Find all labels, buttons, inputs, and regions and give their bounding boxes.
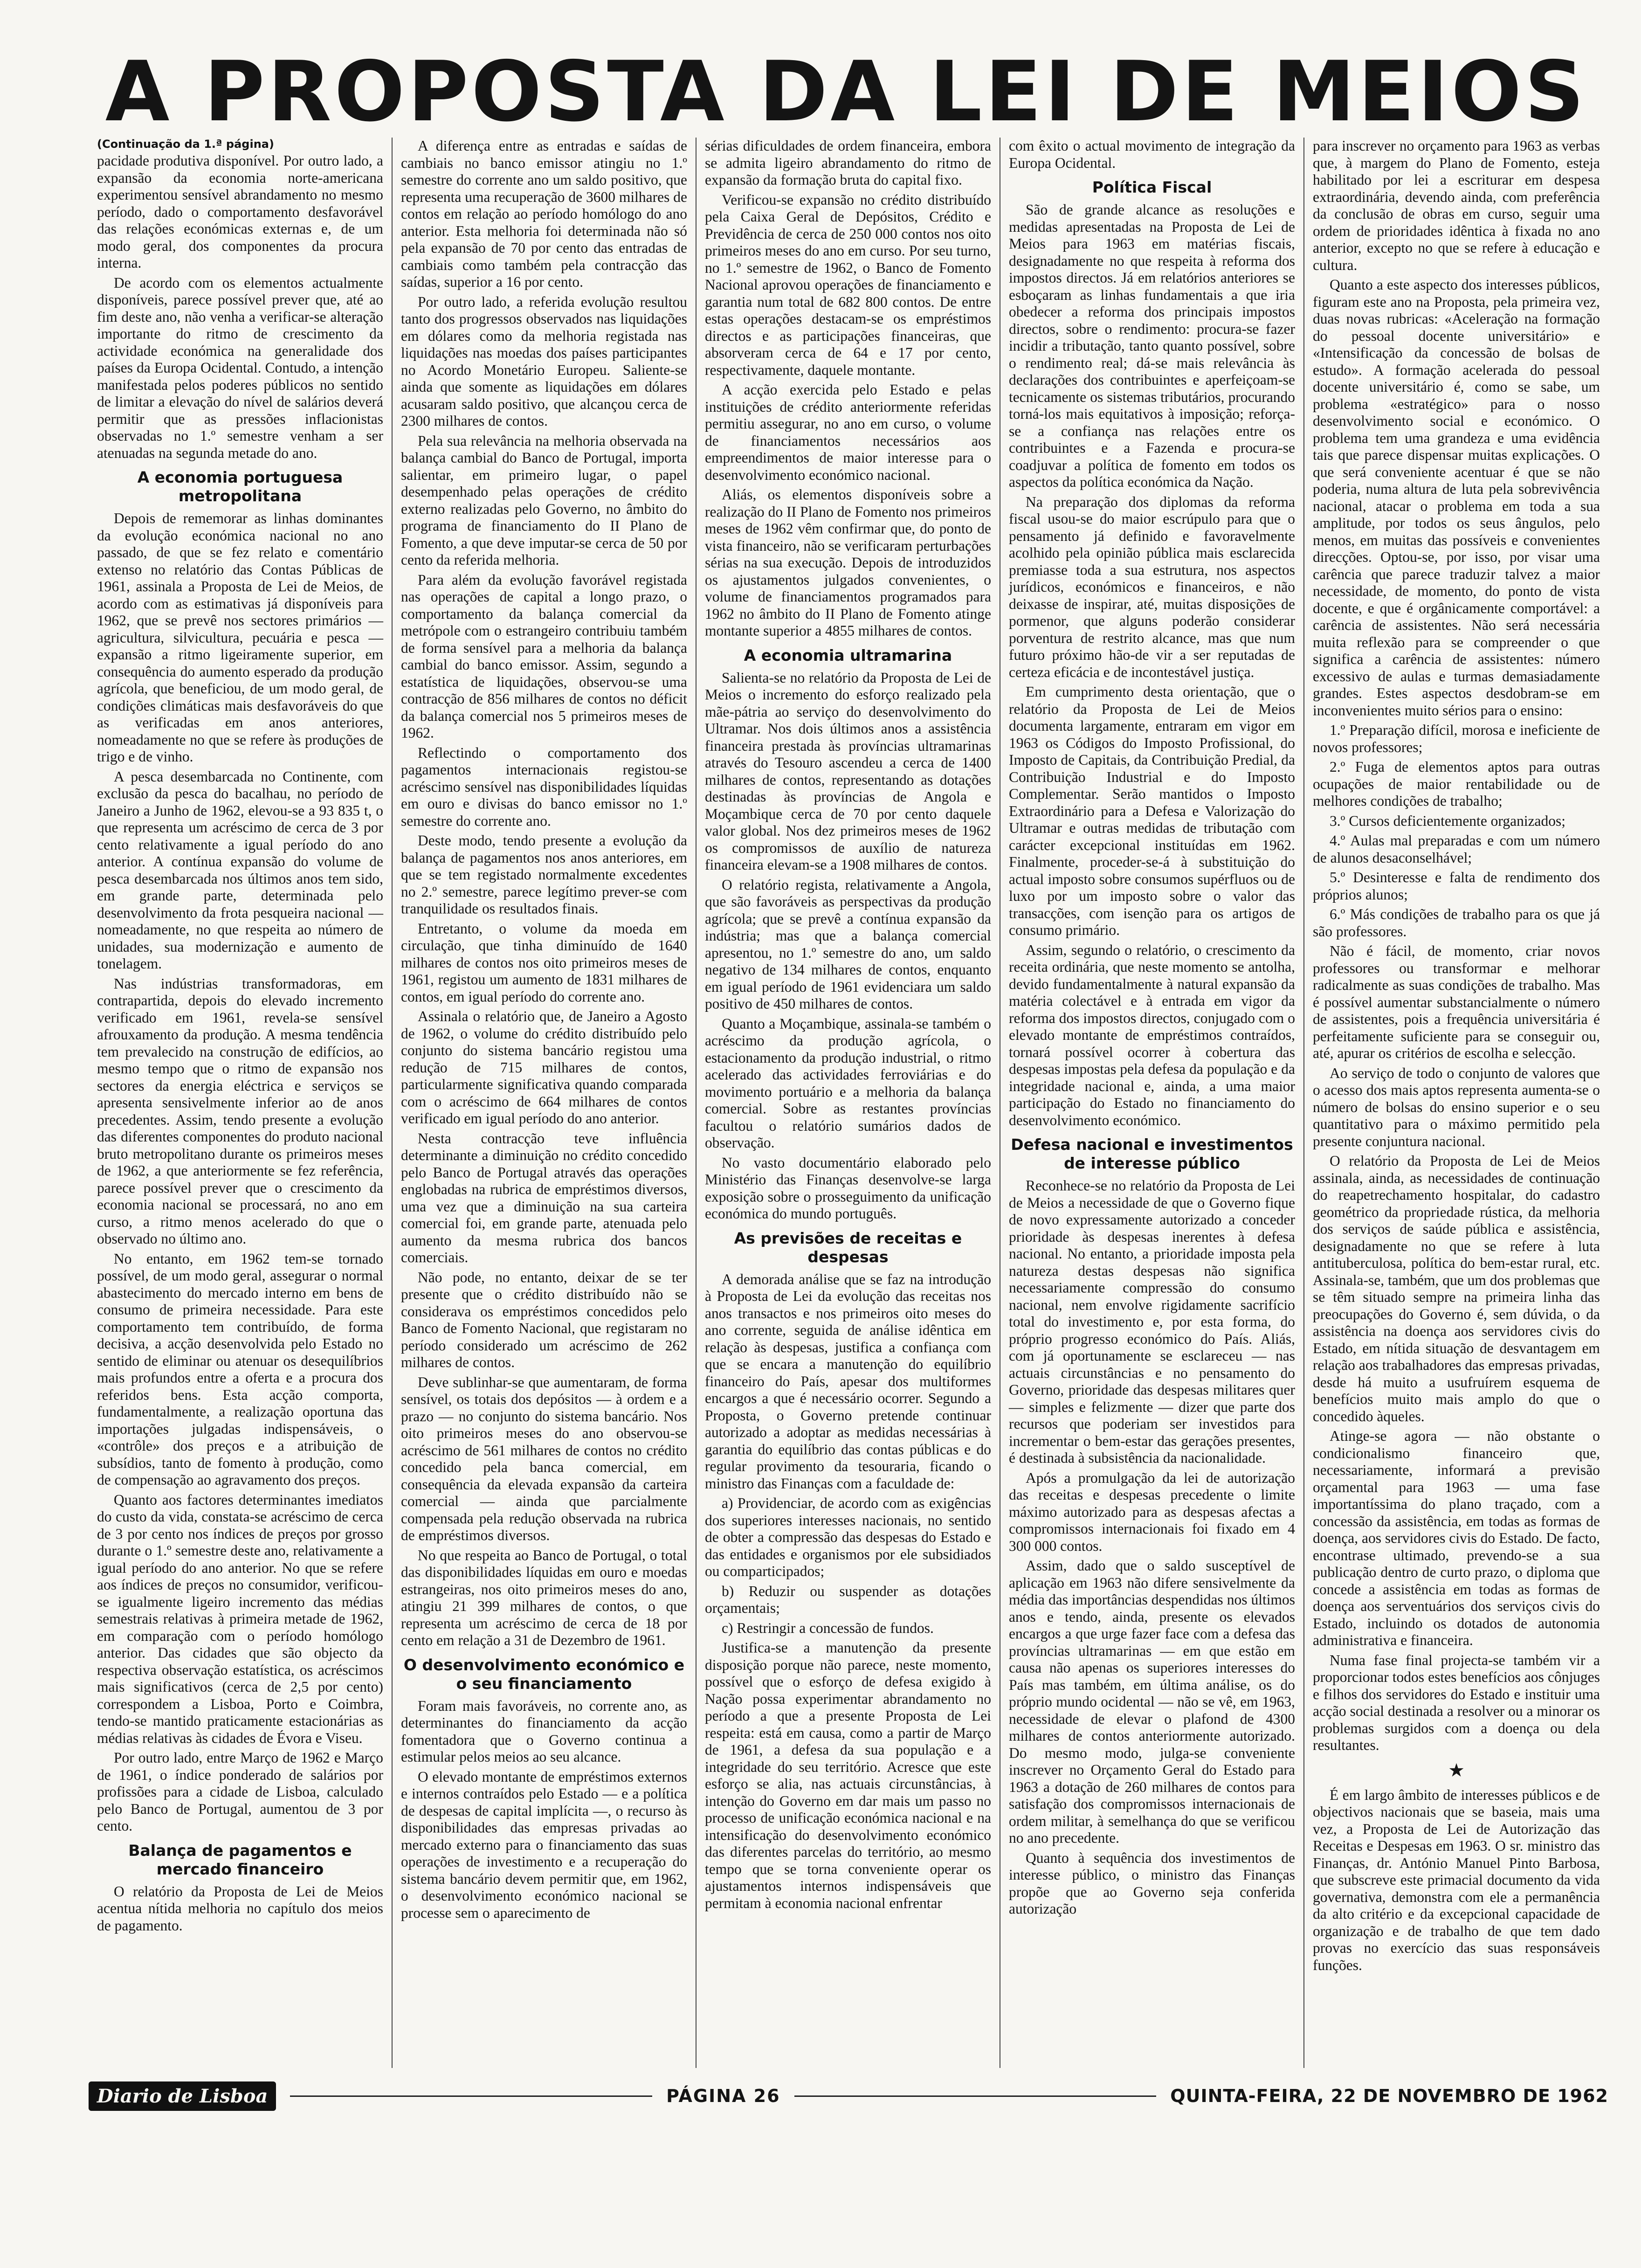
article-paragraph: b) Reduzir ou suspender as dotações orçamentais; bbox=[705, 1583, 991, 1616]
article-paragraph: Reflectindo o comportamento dos pagamentos internacionais registou-se acréscimo sensível nas disponibilidades líquidas em ouro e divisas do banco emissor no 1.º semestre do corrente ano. bbox=[401, 744, 687, 829]
article-paragraph: Nas indústrias transformadoras, em contrapartida, depois do elevado incremento verificado em 1961, revela-se sensível afrouxamento da produção. A mesma tendência tem prevalecido na construção de edifícios, ao mesmo tempo que o ritmo de expansão nos sectores da energia eléctrica e serviços se apresenta sensivelmente inferior ao de anos precedentes. Assim, tendo presente a evolução das diferentes componentes do produto nacional bruto metropolitano durante os primeiros meses de 1962, a que anteriormente se fez referência, parece possível prever que o crescimento da economia nacional se processará, no ano em curso, a ritmo menos acelerado do que o observado no último ano. bbox=[97, 975, 383, 1247]
article-paragraph: Assim, segundo o relatório, o crescimento da receita ordinária, que neste momento se antolha, devido fundamentalmente à natural expansão da matéria colectável e à entrada em vigor da reforma dos impostos directos, conjugado com o elevado montante de empréstimos contraídos, tornará possível ocorrer à cobertura das despesas impostas pela defesa da população e da integridade nacional e, ainda, a uma maior participação do Estado no financiamento do desenvolvimento económico. bbox=[1009, 941, 1295, 1128]
section-heading: Política Fiscal bbox=[1092, 178, 1212, 196]
article-paragraph: Salienta-se no relatório da Proposta de Lei de Meios o incremento do esforço realizado pela mãe-pátria ao serviço do desenvolvimento do Ultramar. Nos dois últimos anos a assistência financeira prestada às províncias ultramarinas através do Tesouro ascendeu a cerca de 1400 milhares de contos, representando as dotações destinadas às províncias de Angola e Moçambique cerca de 70 por cento daquele valor global. Nos dez primeiros meses de 1962 os compromissos de auxílio de natureza financeira elevam-se a 1908 milhares de contos. bbox=[705, 669, 991, 873]
article-paragraph: Quanto a Moçambique, assinala-se também o acréscimo da produção agrícola, o estacionamento da produção industrial, o ritmo acelerado das actividades ferroviárias e do movimento portuário e a melhoria da balança comercial. Sobre as restantes províncias facultou o relatório sumários dados de observação. bbox=[705, 1015, 991, 1151]
article-paragraph: Não é fácil, de momento, criar novos professores ou transformar e melhorar radicalmente as suas condições de trabalho. Mas é possível aumentar substancialmente o número de assistentes, pois a frequência universitária é perfeitamente suficiente para se conseguir ou, até, apurar os critérios de escolha e selecção. bbox=[1313, 943, 1600, 1061]
article-paragraph: A pesca desembarcada no Continente, com exclusão da pesca do bacalhau, no período de Janeiro a Junho de 1962, elevou-se a 93 835 t, o que representa um acréscimo de cerca de 3 por cento relativamente a igual período do ano anterior. A contínua expansão do volume de pesca desembarcada nos últimos anos tem sido, em grande parte, determinada pelo desenvolvimento da frota pesqueira nacional — nomeadamente, no que respeita ao número de unidades, sua modernização e aumento de tonelagem. bbox=[97, 768, 383, 972]
article-paragraph: Depois de rememorar as linhas dominantes da evolução económica nacional no ano passado, de que se fez relato e comentário extenso no relatório das Contas Públicas de 1961, assinala a Proposta de Lei de Meios, de acordo com as estimativas já disponíveis para 1962, que se prevê nos sectores primários — agricultura, silvicultura, pecuária e pesca — expansão a ritmo ligeiramente superior, em consequência do aumento esperado da produção agrícola, que beneficiou, de um modo geral, de condições climáticas mais desfavoráveis do que as verificadas em anos anteriores, nomeadamente no que se refere às produções de trigo e de vinho. bbox=[97, 510, 383, 765]
article-paragraph: Foram mais favoráveis, no corrente ano, as determinantes do financiamento da acção fomentadora que o Governo continua a estimular pelos meios ao seu alcance. bbox=[401, 1697, 687, 1765]
article-paragraph: No entanto, em 1962 tem-se tornado possível, de um modo geral, assegurar o normal abastecimento do mercado interno em bens de consumo de primeira necessidade. Para este comportamento tem contribuído, de forma decisiva, a acção desenvolvida pelo Estado no sentido de eliminar ou atenuar os desequilíbrios mais profundos entre a oferta e a procura dos referidos bens. Esta acção comporta, fundamentalmente, a realização oportuna das importações julgadas indispensáveis, o «contrôle» dos preços e a atribuição de subsídios, tanto de fomento à produção, como de compensação ao agravamento dos preços. bbox=[97, 1250, 383, 1488]
article-paragraph: Ao serviço de todo o conjunto de valores que o acesso dos mais aptos representa aumenta-se o número de bolsas do ensino superior e o seu quantitativo para o máximo permitido pela presente conjuntura nacional. bbox=[1313, 1065, 1600, 1149]
article-paragraph: Por outro lado, a referida evolução resultou tanto dos progressos observados nas liquidações em dólares como da melhoria registada nas liquidações nas moedas dos países participantes no Acordo Monetário Europeu. Saliente-se ainda que somente as liquidações em dólares acusaram saldo positivo, que alcançou cerca de 2300 milhares de contos. bbox=[401, 293, 687, 429]
article-paragraph: Em cumprimento desta orientação, que o relatório da Proposta de Lei de Meios documenta largamente, entraram em vigor em 1963 os Códigos do Imposto Profissional, do Imposto de Capitais, da Contribuição Predial, da Contribuição Industrial e do Imposto Complementar. Serão mantidos o Imposto Extraordinário para a Defesa e Valorização do Ultramar e outras medidas de tributação com carácter excepcional instituídas em 1962. Finalmente, proceder-se-á à substituição do actual imposto sobre consumos supérfluos ou de luxo por um imposto sobre o valor das transacções, com isenção para os artigos de consumo primário. bbox=[1009, 684, 1295, 938]
article-paragraph: Deste modo, tendo presente a evolução da balança de pagamentos nos anos anteriores, em que se tem registado normalmente excedentes no 2.º semestre, parece legítimo prever-se com tranquilidade os resultados finais. bbox=[401, 832, 687, 917]
article-paragraph: Na preparação dos diplomas da reforma fiscal usou-se do maior escrúpulo para que o pensamento já definido e favoravelmente acolhido pela opinião pública mais esclarecida premiasse toda a sua estrutura, nos aspectos jurídicos, económicos e financeiros, e não deixasse de inspirar, até, muitas disposições de pormenor, que alguns poderão considerar porventura de restrito alcance, mas que num futuro próximo hão-de vir a ser reputadas de certeza eficácia e de incontestável justiça. bbox=[1009, 493, 1295, 680]
article-paragraph: Pela sua relevância na melhoria observada na balança cambial do Banco de Portugal, importa salientar, em primeiro lugar, o papel desempenhado pelas operações de crédito externo realizadas pelo Governo, no âmbito do programa de financiamento do II Plano de Fomento, a que deve imputar-se cerca de 50 por cento da referida melhoria. bbox=[401, 432, 687, 568]
article-paragraph: Reconhece-se no relatório da Proposta de Lei de Meios a necessidade de que o Governo fique de novo expressamente autorizado a conceder prioridade às despesas inerentes à defesa nacional. No entanto, a prioridade imposta pela natureza destas despesas não significa necessariamente compressão do consumo nacional, nem envolve rigidamente sacrifício total do investimento e, por esta forma, do próprio progresso económico do País. Aliás, com já oportunamente se esclareceu — nas actuais circunstâncias e no pensamento do Governo, prioridade das despesas militares quer — simples e felizmente — dizer que parte dos recursos que poderiam ser investidos para incrementar o bem-estar das gerações presentes, é destinada à subsistência da nacionalidade. bbox=[1009, 1177, 1295, 1466]
continuation-note: (Continuação da 1.ª página) bbox=[97, 138, 274, 151]
article-paragraph: No que respeita ao Banco de Portugal, o total das disponibilidades líquidas em ouro e moedas estrangeiras, nos oito primeiros meses do ano, atingiu 21 399 milhares de contos, o que representa um acréscimo de cerca de 18 por cento em relação a 31 de Dezembro de 1961. bbox=[401, 1547, 687, 1648]
article-paragraph: São de grande alcance as resoluções e medidas apresentadas na Proposta de Lei de Meios para 1963 em matérias fiscais, designadamente no que respeita à reforma dos impostos directos. Já em relatórios anteriores se esboçaram as linhas fundamentais a que iria obedecer a reforma dos principais impostos directos, sobre o rendimento: procura-se fazer incidir a tributação, tanto quanto possível, sobre o rendimento real; dá-se mais relevância às declarações dos contribuintes e aperfeiçoam-se tecnicamente os sistemas tributários, procurando torná-los mais equitativos à imposição; reforça-se a confiança nas relações entre os contribuintes e a Fazenda e procura-se coadjuvar a política de fomento em todos os aspectos da política económica da Nação. bbox=[1009, 201, 1295, 490]
article-paragraph: De acordo com os elementos actualmente disponíveis, parece possível prever que, até ao fim deste ano, não venha a verificar-se alteração importante do ritmo de crescimento da actividade económica na generalidade dos países da Europa Ocidental. Contudo, a intenção manifestada pelos poderes públicos no sentido de limitar a elevação do nível de salários deverá permitir que as pressões inflacionistas observadas no 1.º semestre venham a ser atenuadas na segunda metade do ano. bbox=[97, 274, 383, 461]
article-paragraph: 5.º Desinteresse e falta de rendimento dos próprios alunos; bbox=[1313, 869, 1600, 903]
article-paragraph: Quanto a este aspecto dos interesses públicos, figuram este ano na Proposta, pela primeira vez, duas novas rubricas: «Aceleração na formação do pessoal docente universitário» e «Intensificação da concessão de bolsas de estudo». A formação acelerada do pessoal docente universitário é, como se sabe, um problema «estratégico» para o nosso desenvolvimento social e económico. O problema tem uma grandeza e uma evidência tais que parece dispensar muitas explicações. O que será conveniente acentuar é que se não poderia, numa altura de luta pela sobrevivência nacional, atacar o problema em toda a sua amplitude, por todos os seus ângulos, pelo menos, em muitas das possíveis e convenientes direcções. Optou-se, por isso, por visar uma carência que parece traduzir talvez a maior necessidade, de momento, do ponto de vista docente, e que é orgânicamente comportável: a carência de assistentes. Não será necessária muita reflexão para se compreender o que significa a carência de assistentes: número excessivo de aulas e turmas demasiadamente grandes. Estes aspectos desdobram-se em inconvenientes muito sérios para o ensino: bbox=[1313, 277, 1600, 719]
article-paragraph: Deve sublinhar-se que aumentaram, de forma sensível, os totais dos depósitos — à ordem e a prazo — no conjunto do sistema bancário. Nos oito primeiros meses do ano observou-se acréscimo de 561 milhares de contos no crédito concedido pela banca comercial, em consequência da elevada expansão da carteira comercial — ainda que parcialmente compensada pela redução observada na rubrica de empréstimos diversos. bbox=[401, 1374, 687, 1543]
article-paragraph: Atinge-se agora — não obstante o condicionalismo financeiro que, necessariamente, informará a previsão orçamental para 1963 — uma fase importantíssima do plano traçado, com a concessão da assistência, em todas as formas de doença, aos servidores civis do Estado. De facto, encontrase ultimado, prevendo-se a sua publicação dentro de curto prazo, o diploma que concede a assistência em todas as formas de doença aos serventuários dos serviços civis do Estado, incluindo os dotados de autonomia administrativa e financeira. bbox=[1313, 1428, 1600, 1648]
column-4 bbox=[1000, 138, 1304, 2068]
article-paragraph: É em largo âmbito de interesses públicos e de objectivos nacionais que se baseia, mais uma vez, a Proposta de Lei de Autorização das Receitas e Despesas em 1963. O sr. ministro das Finanças, dr. António Manuel Pinto Barbosa, que subscreve este primacial documento da vida governativa, demonstra com ele a permanência da alto critério e da excepcional capacidade de organização e de trabalho de que tem dado provas no exercício das suas responsáveis funções. bbox=[1313, 1786, 1600, 1973]
article-paragraph: Numa fase final projecta-se também vir a proporcionar todos estes benefícios aos cônjuges e filhos dos servidores do Estado e instituir uma acção social destinada a resolver ou a minorar os problemas surgidos com a doença ou dela resultantes. bbox=[1313, 1652, 1600, 1753]
article-paragraph: Quanto à sequência dos investimentos de interesse público, o ministro das Finanças propõe que ao Governo seja conferida autorização bbox=[1009, 1849, 1295, 1917]
article-paragraph: Assim, dado que o saldo susceptível de aplicação em 1963 não difere sensivelmente da média das importâncias despendidas nos últimos anos e tendo, ainda, presente os elevados encargos a que urge fazer face com a defesa das províncias ultramarinas — em que estão em causa não apenas os superiores interesses do País mas também, em última análise, os do próprio mundo ocidental — não se vê, em 1963, necessidade de elevar o plafond de 4300 milhares de contos anteriormente autorizado. Do mesmo modo, julga-se conveniente inscrever no Orçamento Geral do Estado para 1963 a dotação de 260 milhares de contos para satisfação dos compromissos internacionais de ordem militar, à semelhança do que se verificou no ano precedente. bbox=[1009, 1557, 1295, 1846]
article-paragraph: O elevado montante de empréstimos externos e internos contraídos pelo Estado — e a política de despesas de capital implícita —, o recurso às disponibilidades das empresas privadas ao mercado externo para o financiamento das suas operações de investimento e a recuperação do sistema bancário devem permitir que, em 1962, o desenvolvimento económico nacional se processe sem o aparecimento de bbox=[401, 1768, 687, 1921]
article-paragraph: Entretanto, o volume da moeda em circulação, que tinha diminuído de 1640 milhares de contos nos oito primeiros meses de 1961, registou um aumento de 1831 milhares de contos, em igual período do corrente ano. bbox=[401, 920, 687, 1005]
article-paragraph: com êxito o actual movimento de integração da Europa Ocidental. bbox=[1009, 138, 1295, 171]
article-paragraph: para inscrever no orçamento para 1963 as verbas que, à margem do Plano de Fomento, esteja habilitado por lei a escriturar em despesa extraordinária, devendo ainda, com preferência da conclusão de obras em curso, seguir uma ordem de prioridades idêntica à fixada no ano anterior, excepto no que se refere à educação e cultura. bbox=[1313, 138, 1600, 273]
section-heading: As previsões de receitas e despesas bbox=[734, 1229, 962, 1266]
article-paragraph: 1.º Preparação difícil, morosa e ineficiente de novos professores; bbox=[1313, 722, 1600, 755]
article-paragraph: A diferença entre as entradas e saídas de cambiais no banco emissor atingiu no 1.º semestre do corrente ano um saldo positivo, que representa uma recuperação de 3600 milhares de contos em relação ao período homólogo do ano anterior. Esta melhoria foi determinada não só pela expansão de 70 por cento das entradas de cambiais como também pela contracção das saídas, superior a 16 por cento. bbox=[401, 138, 687, 290]
page-number: PÁGINA 26 bbox=[666, 2086, 780, 2106]
masthead-logo: Diario de Lisboa bbox=[89, 2081, 276, 2111]
article-paragraph: Após a promulgação da lei de autorização das receitas e despesas precedente o limite máximo autorizado para as despesas afectas a compromissos internacionais foi fixado em 4 300 000 contos. bbox=[1009, 1469, 1295, 1554]
article-paragraph: 6.º Más condições de trabalho para os que já são professores. bbox=[1313, 906, 1600, 940]
article-paragraph: Por outro lado, entre Março de 1962 e Março de 1961, o índice ponderado de salários por profissões para a cidade de Lisboa, calculado pelo Banco de Portugal, aumentou de 3 por cento. bbox=[97, 1749, 383, 1834]
article-paragraph: 4.º Aulas mal preparadas e com um número de alunos desaconselhável; bbox=[1313, 832, 1600, 866]
section-heading: Defesa nacional e investimentos de interesse público bbox=[1011, 1135, 1293, 1172]
article-paragraph: Nesta contracção teve influência determinante a diminuição no crédito concedido pelo Banco de Portugal através das operações englobadas na rubrica de empréstimos diversos, uma vez que a diminuição na sua carteira comercial foi, em grande parte, atenuada pelo aumento da mesma rubrica dos bancos comerciais. bbox=[401, 1130, 687, 1265]
article-paragraph: A acção exercida pelo Estado e pelas instituições de crédito anteriormente referidas permitiu assegurar, no ano em curso, o volume de financiamentos necessários aos empreendimentos de maior interesse para o desenvolvimento económico nacional. bbox=[705, 381, 991, 483]
article-paragraph: Assinala o relatório que, de Janeiro a Agosto de 1962, o volume do crédito distribuído pelo conjunto do sistema bancário registou uma redução de 715 milhares de contos, particularmente significativa quando comparada com o acréscimo de 664 milhares de contos verificado em igual período do ano anterior. bbox=[401, 1008, 687, 1127]
article-paragraph: A demorada análise que se faz na introdução à Proposta de Lei da evolução das receitas nos anos transactos e nos primeiros oito meses do ano corrente, seguida de análise idêntica em relação às despesas, justifica a confiança com que se encara a manutenção do equilíbrio financeiro do País, apesar dos multiformes encargos a que é necessário ocorrer. Segundo a Proposta, o Governo pretende continuar autorizado a adoptar as medidas necessárias à garantia do equilíbrio das contas públicas e do regular provimento da tesouraria, ficando o ministro das Finanças com a faculdade de: bbox=[705, 1271, 991, 1492]
column-1 bbox=[89, 138, 393, 2068]
article-paragraph: Para além da evolução favorável registada nas operações de capital a longo prazo, o comportamento da balança comercial da metrópole com o estrangeiro contribuiu também de forma sensível para a melhoria da balança cambial do banco emissor. Assim, segundo a estatística de liquidações, observou-se uma contracção de 856 milhares de contos no déficit da balança comercial nos 5 primeiros meses de 1962. bbox=[401, 571, 687, 741]
article-paragraph: Quanto aos factores determinantes imediatos do custo da vida, constata-se acréscimo de cerca de 3 por cento nos índices de preços por grosso durante o 1.º semestre deste ano, relativamente a igual período do ano anterior. No que se refere aos índices de preços no consumidor, verificou-se igualmente ligeiro incremento das médias semestrais relativas à primeira metade de 1962, em comparação com o período homólogo anterior. Das cidades que são objecto da respectiva observação estatística, os acréscimos mais significativos (cerca de 2,5 por cento) correspondem a Lisboa, Porto e Coimbra, tendo-se mantido praticamente estacionárias as médias relativas às cidades de Évora e Viseu. bbox=[97, 1491, 383, 1746]
article-paragraph: 2.º Fuga de elementos aptos para outras ocupações de maior rentabilidade ou de melhores condições de trabalho; bbox=[1313, 759, 1600, 809]
article-paragraph: O relatório da Proposta de Lei de Meios assinala, ainda, as necessidades de continuação do reapetrechamento hospitalar, do cadastro geométrico da propriedade rústica, da melhoria dos serviços de saúde pública e assistência, designadamente no que se refere à luta antituberculosa, política do bem-estar rural, etc. Assinala-se, também, que um dos problemas que se têm situado sempre na primeira linha das preocupações do Governo é, sem dúvida, o da assistência na doença aos servidores civis do Estado, em nítida situação de desvantagem em relação aos trabalhadores das empresas privadas, desde há muito a usufruírem esquema de benefícios muito mais amplo do que o concedido àqueles. bbox=[1313, 1153, 1600, 1424]
article-paragraph: Não pode, no entanto, deixar de se ter presente que o crédito distribuído não se considerava os empréstimos concedidos pelo Banco de Fomento Nacional, que registaram no período considerado um acréscimo de 262 milhares de contos. bbox=[401, 1269, 687, 1370]
article-paragraph: O relatório regista, relativamente a Angola, que são favoráveis as perspectivas da produção agrícola; que se prevê a contínua expansão da indústria; mas que a balança comercial apresentou, no 1.º semestre do ano, um saldo negativo de 134 milhares de contos, enquanto em igual período de 1961 evidenciara um saldo positivo de 450 milhares de contos. bbox=[705, 876, 991, 1012]
article-paragraph: a) Providenciar, de acordo com as exigências dos superiores interesses nacionais, no sentido de obter a compressão das despesas do Estado e das entidades e organismos por ele subsidiados ou comparticipados; bbox=[705, 1495, 991, 1579]
column-3 bbox=[696, 138, 1000, 2068]
article-paragraph: sérias dificuldades de ordem financeira, embora se admita ligeiro abrandamento do ritmo de expansão da formação bruta do capital fixo. bbox=[705, 138, 991, 188]
section-heading: A economia portuguesa metropolitana bbox=[137, 468, 343, 505]
article-paragraph: No vasto documentário elaborado pelo Ministério das Finanças desenvolve-se larga exposição sobre o prosseguimento da unificação económica do mundo português. bbox=[705, 1154, 991, 1222]
page-footer bbox=[89, 2075, 1608, 2117]
headline: A PROPOSTA DA LEI DE MEIOS bbox=[105, 43, 1587, 140]
article-paragraph: 3.º Cursos deficientemente organizados; bbox=[1330, 812, 1566, 829]
section-heading: O desenvolvimento económico e o seu financiamento bbox=[403, 1655, 685, 1693]
column-5 bbox=[1304, 138, 1608, 2068]
article-paragraph: Justifica-se a manutenção da presente disposição porque não parece, neste momento, possível que o esforço de defesa exigido à Nação possa experimentar abrandamento no período a que a presente Proposta de Lei respeita: está em causa, como a partir de Março de 1961, a defesa da sua população e a integridade do seu território. Acresce que este esforço se alia, nas actuais circunstâncias, à intenção do Governo em dar mais um passo no processo de unificação económica nacional e na intensificação do desenvolvimento económico das diferentes parcelas do território, ao mesmo tempo que se torna conveniente operar os ajustamentos internos indispensáveis que permitam à economia nacional enfrentar bbox=[705, 1639, 991, 1911]
footer-rule bbox=[794, 2095, 1157, 2097]
column-2 bbox=[393, 138, 696, 2068]
article-paragraph: c) Restringir a concessão de fundos. bbox=[722, 1619, 934, 1636]
star-separator: ★ bbox=[1448, 1759, 1465, 1781]
issue-date: QUINTA-FEIRA, 22 DE NOVEMBRO DE 1962 bbox=[1170, 2086, 1608, 2106]
footer-rule bbox=[290, 2095, 652, 2097]
article-columns bbox=[89, 138, 1608, 2068]
section-heading: Balança de pagamentos e mercado financeiro bbox=[128, 1841, 352, 1878]
article-paragraph: pacidade produtiva disponível. Por outro lado, a expansão da economia norte-americana experimentou sensível abrandamento no mesmo período, dado o comportamento desfavorável das relações económicas externas e, de um modo geral, dos componentes da procura interna. bbox=[97, 152, 383, 271]
article-paragraph: Verificou-se expansão no crédito distribuído pela Caixa Geral de Depósitos, Crédito e Previdência de cerca de 250 000 contos nos oito primeiros meses do ano em curso. Por seu turno, no 1.º semestre de 1962, o Banco de Fomento Nacional aprovou operações de financiamento e garantia num total de 682 800 contos. De entre estas operações destacam-se os empréstimos directos e as participações financeiras, que absorveram cerca de 64 e 17 por cento, respectivamente, daquele montante. bbox=[705, 191, 991, 378]
section-heading: A economia ultramarina bbox=[744, 646, 952, 664]
article-paragraph: O relatório da Proposta de Lei de Meios acentua nítida melhoria no capítulo dos meios de pagamento. bbox=[97, 1883, 383, 1934]
article-paragraph: Aliás, os elementos disponíveis sobre a realização do II Plano de Fomento nos primeiros meses de 1962 vêm confirmar que, do ponto de vista financeiro, não se verificaram perturbações sérias na sua execução. Depois de introduzidos os ajustamentos julgados convenientes, o volume de financiamentos programados para 1962 no âmbito do II Plano de Fomento atinge montante superior a 4855 milhares de contos. bbox=[705, 486, 991, 639]
